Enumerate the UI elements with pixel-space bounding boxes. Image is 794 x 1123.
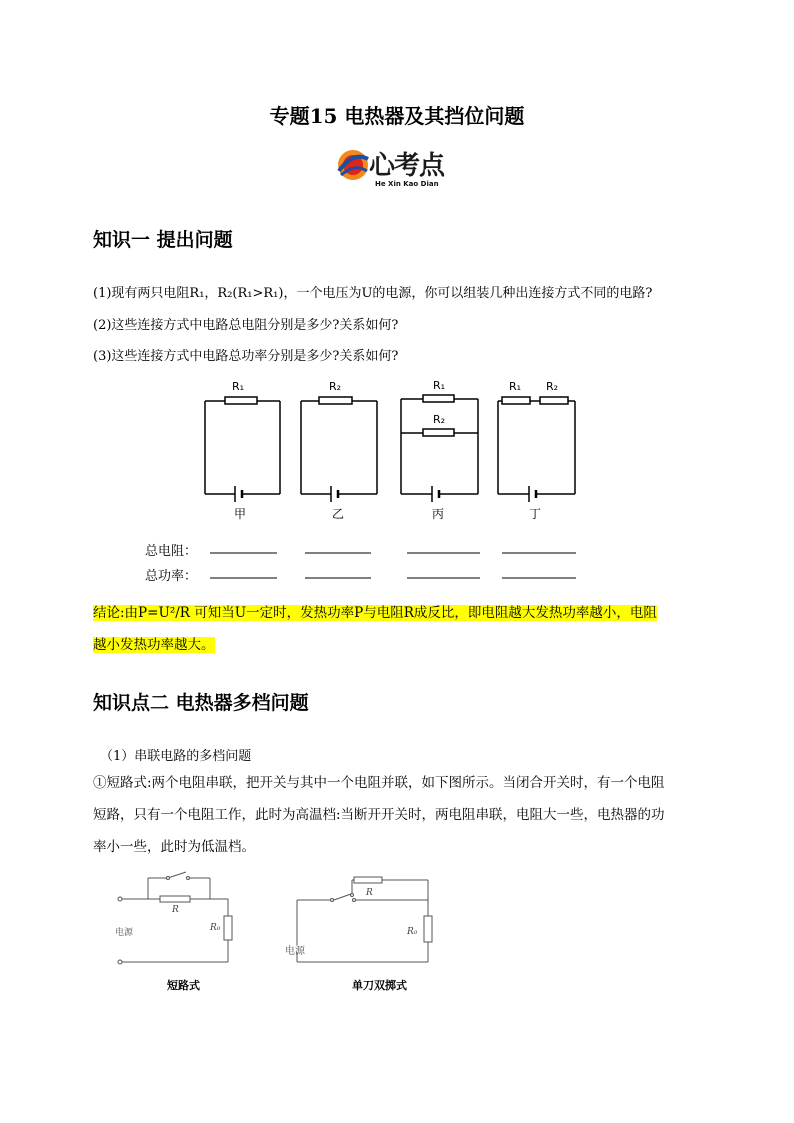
question-3: (3)这些连接方式中电路总功率分别是多少?关系如何?	[93, 349, 399, 364]
circuit-yi	[301, 397, 377, 502]
label-r1-bing: R₁	[433, 379, 446, 392]
circuit-jia	[205, 397, 280, 502]
paragraph-line2: 短路，只有一个电阻工作，此时为高温档:当断开开关时，两电阻串联，电阻大一些，电热器的功	[93, 807, 665, 823]
caption-spdt: 单刀双掷式	[352, 979, 407, 992]
circuit-ding	[498, 397, 575, 502]
total-power-label: 总功率：	[145, 569, 198, 584]
label-yi: 乙	[332, 507, 345, 521]
logo-emblem-icon	[335, 145, 371, 185]
label-ding: 丁	[529, 507, 542, 521]
page-title: 专题15 电热器及其挡位问题	[269, 104, 525, 128]
label-r1-jia: R₁	[232, 380, 245, 393]
fig1-r-label: R	[172, 905, 179, 915]
logo	[335, 145, 455, 197]
logo-text: 心考点	[369, 151, 445, 181]
label-r2-ding: R₂	[546, 380, 559, 393]
question-2: (2)这些连接方式中电路总电阻分别是多少?关系如何?	[93, 318, 399, 333]
total-resistance-label: 总电阻：	[145, 544, 198, 559]
paragraph-line3: 率小一些，此时为低温档。	[93, 839, 255, 855]
fig2-r0-label: R₀	[407, 927, 418, 937]
label-bing: 丙	[432, 507, 445, 521]
logo-subtext: He Xin Kao Dian	[375, 180, 439, 188]
label-r1-ding: R₁	[509, 380, 522, 393]
fig2-source-label: 电源	[285, 946, 305, 957]
section2-heading: 知识点二 电热器多档问题	[93, 692, 309, 714]
subheading-series: （1）串联电路的多档问题	[100, 749, 252, 764]
section1-heading: 知识一 提出问题	[93, 229, 233, 251]
label-r2-yi: R₂	[329, 380, 342, 393]
fig2-r-label: R	[366, 888, 373, 898]
figure-spdt	[282, 870, 442, 970]
conclusion-line2	[93, 630, 215, 661]
conclusion-line1	[93, 598, 657, 629]
circuit-bing	[401, 395, 478, 502]
label-r2-bing: R₂	[433, 413, 446, 426]
figure-short-circuit	[110, 868, 245, 978]
conclusion-text-2: 越小发热功率越大。	[93, 637, 215, 653]
question-1: (1)现有两只电阻R₁，R₂(R₁>R₁)，一个电压为U的电源，你可以组装几种出连接方式不同的电路?	[93, 286, 653, 301]
paragraph-line1: ①短路式:两个电阻串联，把开关与其中一个电阻并联，如下图所示。当闭合开关时，有一个电阻	[93, 775, 665, 791]
caption-short-circuit: 短路式	[167, 979, 200, 992]
fig1-source-label: 电源	[115, 928, 134, 938]
conclusion-text-1: 结论:由P=U²/R 可知当U一定时，发热功率P与电阻R成反比，即电阻越大发热功率越小，电阻	[93, 605, 657, 621]
circuits-diagram	[195, 372, 585, 587]
fig1-r0-label: R₀	[210, 923, 221, 933]
label-jia: 甲	[234, 507, 247, 521]
